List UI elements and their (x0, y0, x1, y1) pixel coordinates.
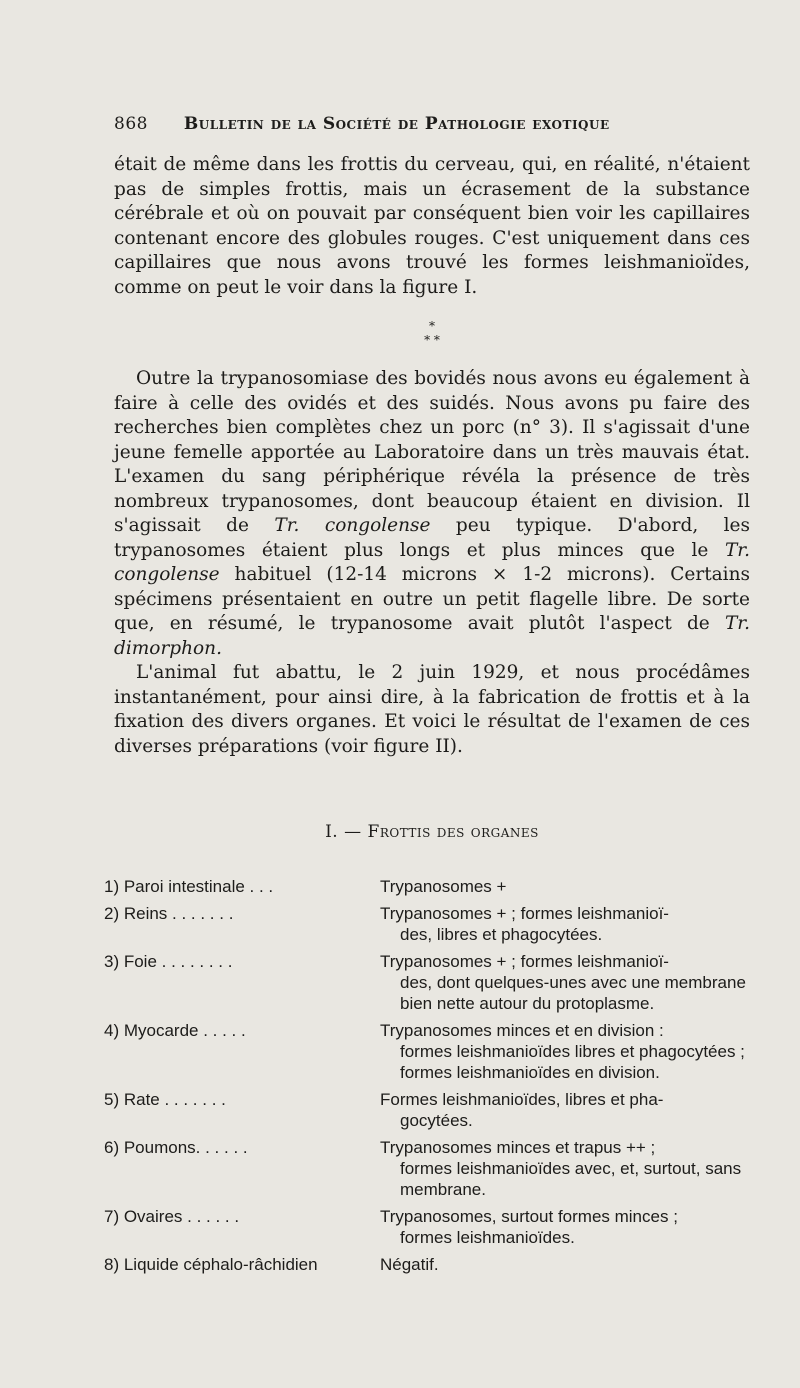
species-name: Tr. dimorphon. (114, 613, 750, 659)
paragraph-1: était de même dans les frottis du cerveau, qui, en réalité, n'étaient pas de simples frottis, mais un écrasement de la substance cérébrale et où on pouvait par conséquent bien voir les capillaires contenant encore des globules rouges. C'est uniquement dans ces capillaires que nous avons trouvé les formes leishmanioïdes, comme on peut le voir dans la figure I. (114, 154, 750, 298)
paragraph-2: Outre la trypanosomiase des bovidés nous avons eu également à faire à celle des ovidés et des suidés. Nous avons pu faire des recherches bien complètes chez un porc (n° 3). Il s'agissait d'une jeune femelle apportée au Laboratoire dans un très mauvais état. L'examen du sang périphérique révéla la présence de très nombreux trypanosomes, dont beaucoup étaient en division. Il s'agissait de Tr. congolense peu typique. D'abord, les trypanosomes étaient plus longs et plus minces que le Tr. congolense habituel (12-14 microns × 1-2 microns). Certains spécimens présentaient en outre un petit flagelle libre. De sorte que, en résumé, le trypanosome avait plutôt l'aspect de Tr. dimorphon. (114, 368, 750, 659)
section-separator (114, 319, 750, 347)
organ-label: 5) Rate . . . . . . . (104, 1090, 226, 1109)
species-name: Tr. congolense (114, 539, 750, 585)
organ-result: Trypanosomes + (380, 877, 507, 896)
organ-result: Trypanosomes + ; formes leishmanioï- des, libres et phagocytées. (380, 904, 669, 944)
body-text (114, 153, 750, 759)
organ-label: 1) Paroi intestinale . . . (104, 877, 274, 896)
species-name: Tr. congolense (274, 515, 431, 536)
separator-bottom: * * (424, 333, 440, 347)
organ-label: 8) Liquide céphalo-râchidien (104, 1255, 318, 1274)
organ-result: Négatif. (380, 1255, 439, 1274)
journal-title: Bulletin de la Société de Pathologie exotique (183, 114, 610, 134)
organ-label: 2) Reins . . . . . . . (104, 904, 234, 923)
separator-top: * (429, 319, 435, 333)
organ-label: 6) Poumons. . . . . . (104, 1138, 248, 1157)
organs-list (104, 876, 754, 1281)
page-number: 868 (114, 114, 148, 134)
running-header (114, 114, 694, 134)
list-item (104, 903, 754, 945)
list-item (104, 1254, 754, 1275)
list-item (104, 1206, 754, 1248)
list-item (104, 876, 754, 897)
organ-label: 4) Myocarde . . . . . (104, 1021, 246, 1040)
list-item (104, 1020, 754, 1083)
list-item (104, 1137, 754, 1200)
section-heading: I. — Frottis des organes (325, 822, 539, 842)
organ-result: Trypanosomes minces et en division : formes leishmanioïdes libres et phagocytées ; formes leishmanioïdes en division. (380, 1021, 745, 1082)
paragraph-3: L'animal fut abattu, le 2 juin 1929, et nous procédâmes instantanément, pour ainsi dire, à la fabrication de frottis et à la fixation des divers organes. Et voici le résultat de l'examen de ces diverses préparations (voir figure II). (114, 662, 750, 757)
list-item (104, 1089, 754, 1131)
list-item (104, 951, 754, 1014)
organ-result: Trypanosomes minces et trapus ++ ; formes leishmanioïdes avec, et, surtout, sans membrane. (380, 1138, 742, 1199)
organ-result: Formes leishmanioïdes, libres et pha- gocytées. (380, 1090, 664, 1130)
organ-result: Trypanosomes + ; formes leishmanioï- des, dont quelques-unes avec une membrane bien nette autour du protoplasme. (380, 952, 746, 1013)
organ-label: 7) Ovaires . . . . . . (104, 1207, 240, 1226)
organ-result: Trypanosomes, surtout formes minces ; formes leishmanioïdes. (380, 1207, 678, 1247)
organ-label: 3) Foie . . . . . . . . (104, 952, 233, 971)
